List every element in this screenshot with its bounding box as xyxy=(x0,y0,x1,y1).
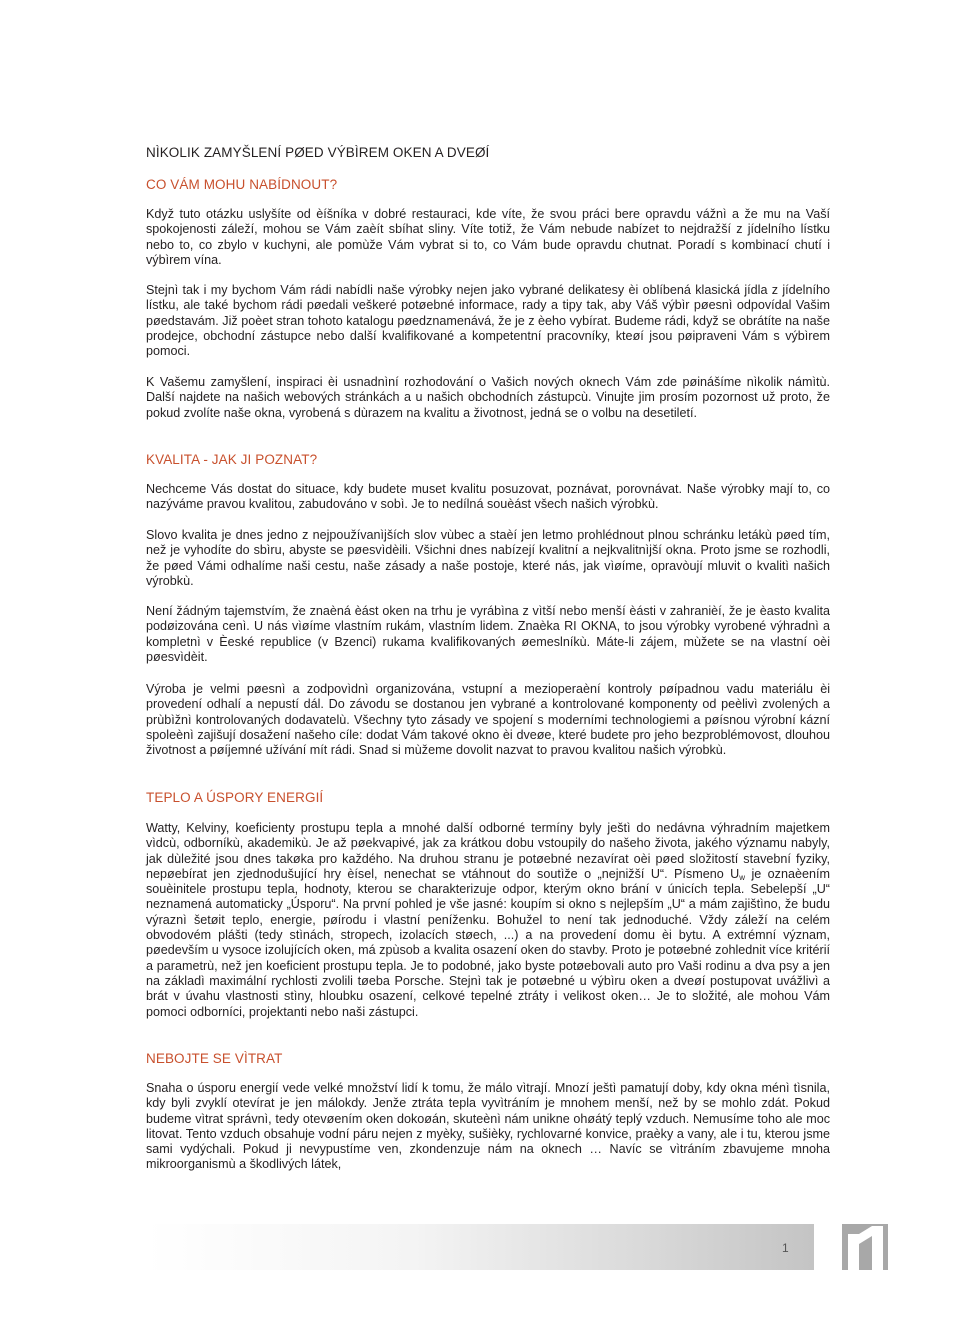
heading-teplo: TEPLO A ÚSPORY ENERGIÍ xyxy=(146,790,324,805)
page-number: 1 xyxy=(782,1241,789,1255)
heading-co-vam-mohu: CO VÁM MOHU NABÍDNOUT? xyxy=(146,177,338,192)
paragraph: Watty, Kelviny, koeficienty prostupu tepla a mnohé další odborné termíny byly ještì do nedávna výhradním majetkem vìdcù, odborníkù, akademikù. Je až pøekvapivé, jak za krátkou dobu vstoupily do našeho života, jakého významu nabyly, jak dùležité jsou dnes takøka pro každého. Na druhou stranu je potøebné nezavírat oèi pøed složitostí stavební fyziky, nepøebírat jen zjednodušující hry èísel, nenechat se vtáhnout do soutìže o „nejnižší U“. Písmeno $U_w$ je oznaèením souèinitele prostupu tepla, hodnoty, kterou se charakterizuje odpor, kterým okno brání v únicích tepla. Sebelepší „U“ neznamená automaticky „Úsporu“. Na první pohled je vše jasné: koupím si okno s nejlepším „U“ a mám zajištìno, že budu výraznì šetøit teplo, energie, pøírodu i vlastní peníženku. Bohužel to není tak jednoduché. Vždy záleží na celém obvodovém plášti (tedy stìnách, stropech, izolacích støech, ...) a na provedení domu èi bytu. A extrémní význam, pøedevším u vysoce izolujících oken, má zpùsob a kvalita osazení oken do stavby. Proto je potøebné zohlednit více kritérií a parametrù, než jen koeficient prostupu tepla. Je to podobné, jako byste potøebovali auto pro Vaši rodinu a dva psy a jen na základì maximální rychlosti zvolili tøeba Porsche. Stejnì tak je potøebné u výbìru oken a dveøí postupovat uvážlivì a brát v úvahu vlastnosti stìny, hloubku osazení, celkové tepelné ztráty i velikost oken… Je to složité, ale mohou Vám pomoci odborníci, projektanti nebo naši zástupci. xyxy=(146,821,830,1019)
heading-kvalita: KVALITA - JAK JI POZNAT? xyxy=(146,452,318,467)
paragraph: Stejnì tak i my bychom Vám rádi nabídli naše výrobky nejen jako vybrané delikatesy èi oblíbená klasická jídla z jídelního lístku, ale také bychom rádi pøedali veškeré potøebné informace, rady a tipy tak, aby Váš výbìr pøesnì odpovídal Vašim pøedstavám. Již poèet stran tohoto katalogu pøedznamenává, že je z èeho vybírat. Budeme rádi, když se obrátíte na naše prodejce, obchodní zástupce nebo další kvalifikované a kompetentní pracovníky, kteøí jsou pøipraveni Vám s výbìrem pomoci. xyxy=(146,283,830,359)
paragraph: Když tuto otázku uslyšíte od èíšníka v dobré restauraci, kde víte, že svou práci bere opravdu vážnì a že mu na Vaší spokojenosti záleží, mohou se Vám zaèít sbíhat sliny. Víte totiž, že Vám nebude nabízet to nejdražší z jídelního lístku nebo to, co zbylo v kuchyni, ale pomùže Vám vybrat si to, co Vám bude opravdu chutnat. Poradí s kombinací chutí i výbìrem vína. xyxy=(146,207,830,267)
heading-nebojte-se-vetrat: NEBOJTE SE VÌTRAT xyxy=(146,1051,283,1066)
footer-bar xyxy=(146,1224,814,1270)
paragraph: Slovo kvalita je dnes jedno z nejpoužívanìjších slov vùbec a staèí jen letmo prohlédnout plnou schránku letákù pøed tím, než je vyhodíte do sbìru, abyste se pøesvìdèili. Všichni dnes nabízejí kvalitní a nejkvalitnìjší okna. Proto jsme se rozhodli, že pøed Vámi odhalíme naši cestu, naše zásady a naše postoje, které nás, jak vìøíme, opravòují mluvit o kvalitì našich výrobkù. xyxy=(146,528,830,588)
ri-okna-logo-icon xyxy=(842,1224,888,1270)
document-title: NÌKOLIK ZAMYŠLENÍ PØED VÝBÌREM OKEN A DVEØÍ xyxy=(146,145,490,160)
paragraph: K Vašemu zamyšlení, inspiraci èi usnadnìní rozhodování o Vašich nových oknech Vám zde pøinášíme nìkolik námìtù. Další najdete na našich webových stránkách a u našich obchodních zástupcù. Vinujte jim prosím pozornost už proto, že pokud zvolíte naše okna, vyrobená s dùrazem na kvalitu a životnost, jedná se o volbu na desetiletí. xyxy=(146,375,830,420)
paragraph: Není žádným tajemstvím, že znaèná èást oken na trhu je vyrábìna z vìtší nebo menší èásti v zahranièí, že je èasto kvalita podøizována cenì. U nás vìøíme vlastním rukám, vlastním lidem. Znaèka RI OKNA, to jsou výrobky vyrobené výhradnì a kompletnì v Èeské republice (v Bzenci) rukama kvalifikovaných øemeslníkù. Máte-li zájem, mùžete se na vlastní oèi pøesvìdèit. xyxy=(146,604,830,664)
paragraph: Výroba je velmi pøesnì a zodpovìdnì organizována, vstupní a mezioperaèní kontroly pøípadnou vadu materiálu èi provedení odhalí a nepustí dál. Do závodu se dostanou jen vybrané a kontrolované komponenty od peèlivì zvolených a prùbìžnì kontrolovaných dodavatelù. Všechny tyto zásady ve spojení s moderními technologiemi a pøísnou výrobní kázní spoleènì zajišují dosažení našeho cíle: dodat Vám takové okno èi dveøe, které budete pro jeho bezproblémovost, dlouhou životnost a pøíjemné užívání mít rádi. Snad si mùžeme dovolit nazvat to pravou kvalitou našich výrobkù. xyxy=(146,682,830,758)
paragraph: Nechceme Vás dostat do situace, kdy budete muset kvalitu posuzovat, poznávat, porovnávat. Naše výrobky mají to, co nazýváme pravou kvalitou, zabudováno v sobì. Je to nedílná souèást všech našich výrobkù. xyxy=(146,482,830,512)
paragraph: Snaha o úsporu energií vede velké množství lidí k tomu, že málo vìtrají. Mnozí ještì pamatují doby, kdy okna ménì tìsnila, kdy byli zvyklí otevírat je jen málokdy. Jenže ztráta tepla vyvìtráním je mnohem menší, než by se mohlo zdát. Pokud budeme vìtrat správnì, tedy otevøením oken dokoøán, skuteènì nám unikne ohøátý teplý vzduch. Nemusíme toho ale moc litovat. Tento vzduch obsahuje vodní páru nejen z myèky, sušièky, rychlovarné konvice, praèky a vany, ale i tu, kterou jsme sami vydýchali. Pokud ji nevypustíme ven, zkondenzuje nám na oknech … Navíc se vìtráním zbavujeme mnoha mikroorganismù a škodlivých látek, xyxy=(146,1081,830,1172)
